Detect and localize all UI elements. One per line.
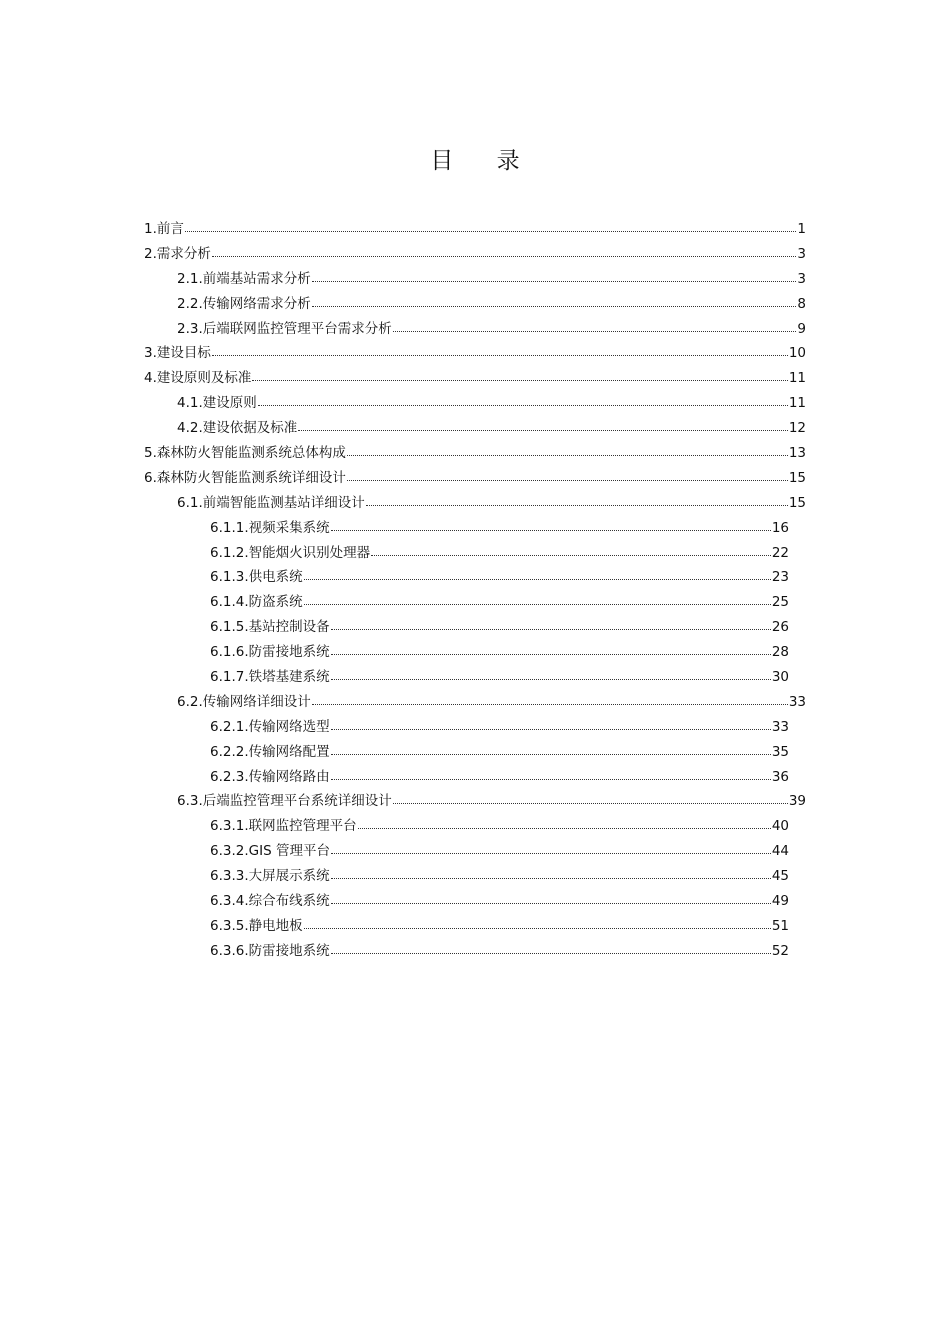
toc-entry-page-number: 49 bbox=[771, 893, 789, 910]
dot-leader bbox=[347, 467, 788, 481]
toc-entry[interactable] bbox=[144, 317, 806, 342]
toc-entry-label: 4.1.建设原则 bbox=[177, 395, 257, 412]
toc-entry-page-number: 28 bbox=[771, 644, 789, 661]
toc-entry-page-number: 15 bbox=[788, 494, 806, 511]
toc-entry-page-number: 12 bbox=[788, 420, 806, 437]
toc-entry[interactable] bbox=[144, 565, 789, 590]
dot-leader bbox=[331, 940, 771, 954]
toc-entry-page-number: 35 bbox=[771, 743, 789, 760]
toc-entry[interactable] bbox=[144, 690, 806, 715]
toc-entry-page-number: 51 bbox=[771, 917, 789, 934]
dot-leader bbox=[331, 741, 771, 755]
toc-entry[interactable] bbox=[144, 939, 789, 964]
toc-entry-label: 6.3.4.综合布线系统 bbox=[210, 893, 330, 910]
toc-entry[interactable] bbox=[144, 466, 806, 491]
toc-entry-label: 6.3.6.防雷接地系统 bbox=[210, 942, 330, 959]
toc-entry-page-number: 10 bbox=[788, 345, 806, 362]
dot-leader bbox=[393, 790, 788, 804]
toc-entry-page-number: 16 bbox=[771, 519, 789, 536]
toc-entry-label: 6.2.2.传输网络配置 bbox=[210, 743, 330, 760]
dot-leader bbox=[185, 218, 797, 232]
toc-entry-page-number: 15 bbox=[788, 469, 806, 486]
toc-entry[interactable] bbox=[144, 640, 789, 665]
toc-entry-label: 4.2.建设依据及标准 bbox=[177, 420, 298, 437]
toc-entry-page-number: 33 bbox=[771, 718, 789, 735]
toc-entry-label: 6.3.3.大屏展示系统 bbox=[210, 868, 330, 885]
toc-entry-label: 6.2.传输网络详细设计 bbox=[177, 693, 311, 710]
toc-entry-label: 6.1.6.防雷接地系统 bbox=[210, 644, 330, 661]
toc-entry[interactable] bbox=[144, 665, 789, 690]
toc-entry-label: 6.3.后端监控管理平台系统详细设计 bbox=[177, 793, 392, 810]
dot-leader bbox=[331, 716, 771, 730]
dot-leader bbox=[258, 392, 788, 406]
toc-entry-label: 2.3.后端联网监控管理平台需求分析 bbox=[177, 320, 392, 337]
dot-leader bbox=[331, 517, 771, 531]
toc-entry[interactable] bbox=[144, 839, 789, 864]
toc-entry[interactable] bbox=[144, 491, 806, 516]
toc-entry-label: 6.3.1.联网监控管理平台 bbox=[210, 818, 357, 835]
dot-leader bbox=[304, 566, 771, 580]
dot-leader bbox=[331, 840, 771, 854]
toc-entry-page-number: 40 bbox=[771, 818, 789, 835]
dot-leader bbox=[298, 417, 788, 431]
page-title: 目 录 bbox=[430, 148, 538, 174]
toc-entry[interactable] bbox=[144, 765, 789, 790]
toc-entry-page-number: 25 bbox=[771, 594, 789, 611]
toc-entry-label: 6.森林防火智能监测系统详细设计 bbox=[144, 469, 346, 486]
toc-entry-page-number: 22 bbox=[771, 544, 789, 561]
toc-entry-label: 2.2.传输网络需求分析 bbox=[177, 295, 311, 312]
toc-entry[interactable] bbox=[144, 615, 789, 640]
toc-entry[interactable] bbox=[144, 217, 806, 242]
dot-leader bbox=[331, 616, 771, 630]
toc-entry-label: 6.1.4.防盗系统 bbox=[210, 594, 303, 611]
toc-entry-page-number: 9 bbox=[797, 320, 806, 337]
dot-leader bbox=[347, 442, 788, 456]
dot-leader bbox=[371, 542, 771, 556]
toc-entry[interactable] bbox=[144, 740, 789, 765]
dot-leader bbox=[212, 243, 797, 257]
toc-entry-label: 5.森林防火智能监测系统总体构成 bbox=[144, 445, 346, 462]
toc-entry-label: 6.1.3.供电系统 bbox=[210, 569, 303, 586]
toc-entry[interactable] bbox=[144, 292, 806, 317]
toc-entry-page-number: 11 bbox=[788, 370, 806, 387]
dot-leader bbox=[312, 691, 788, 705]
toc-entry-page-number: 30 bbox=[771, 669, 789, 686]
toc-entry[interactable] bbox=[144, 516, 789, 541]
dot-leader bbox=[312, 268, 797, 282]
toc-entry-page-number: 8 bbox=[797, 295, 806, 312]
toc-entry[interactable] bbox=[144, 715, 789, 740]
toc-entry-page-number: 23 bbox=[771, 569, 789, 586]
toc-entry-label: 1.前言 bbox=[144, 221, 184, 237]
dot-leader bbox=[393, 318, 797, 332]
dot-leader bbox=[366, 492, 788, 506]
dot-leader bbox=[212, 342, 788, 356]
toc-entry[interactable] bbox=[144, 789, 806, 814]
toc-entry-label: 2.需求分析 bbox=[144, 245, 211, 262]
dot-leader bbox=[252, 367, 787, 381]
dot-leader bbox=[304, 915, 771, 929]
toc-entry[interactable] bbox=[144, 914, 789, 939]
toc-entry[interactable] bbox=[144, 341, 806, 366]
toc-entry-label: 6.3.2.GIS 管理平台 bbox=[210, 843, 330, 860]
toc-entry[interactable] bbox=[144, 814, 789, 839]
toc-entry[interactable] bbox=[144, 441, 806, 466]
toc-entry-page-number: 45 bbox=[771, 868, 789, 885]
dot-leader bbox=[304, 591, 771, 605]
toc-entry-page-number: 26 bbox=[771, 619, 789, 636]
toc-entry-label: 6.1.7.铁塔基建系统 bbox=[210, 669, 330, 686]
dot-leader bbox=[312, 293, 797, 307]
dot-leader bbox=[331, 865, 771, 879]
toc-entry[interactable] bbox=[144, 864, 789, 889]
toc-entry-label: 6.3.5.静电地板 bbox=[210, 917, 303, 934]
dot-leader bbox=[331, 666, 771, 680]
toc-entry-label: 6.1.1.视频采集系统 bbox=[210, 519, 330, 536]
toc-entry-page-number: 1 bbox=[797, 221, 806, 237]
toc-entry[interactable] bbox=[144, 391, 806, 416]
toc-entry-page-number: 44 bbox=[771, 843, 789, 860]
toc-entry[interactable] bbox=[144, 889, 789, 914]
toc-entry-label: 6.1.2.智能烟火识别处理器 bbox=[210, 544, 371, 561]
table-of-contents bbox=[144, 217, 806, 964]
toc-entry-page-number: 13 bbox=[788, 445, 806, 462]
toc-entry-page-number: 52 bbox=[771, 942, 789, 959]
toc-entry-page-number: 39 bbox=[788, 793, 806, 810]
dot-leader bbox=[331, 641, 771, 655]
toc-entry[interactable] bbox=[144, 267, 806, 292]
toc-entry-label: 6.2.1.传输网络选型 bbox=[210, 718, 330, 735]
toc-entry[interactable] bbox=[144, 242, 806, 267]
toc-entry-label: 6.2.3.传输网络路由 bbox=[210, 768, 330, 785]
toc-entry[interactable] bbox=[144, 416, 806, 441]
toc-entry-page-number: 11 bbox=[788, 395, 806, 412]
toc-entry-page-number: 3 bbox=[797, 245, 806, 262]
toc-entry[interactable] bbox=[144, 590, 789, 615]
toc-entry-label: 3.建设目标 bbox=[144, 345, 211, 362]
dot-leader bbox=[331, 766, 771, 780]
dot-leader bbox=[331, 890, 771, 904]
toc-entry-page-number: 36 bbox=[771, 768, 789, 785]
toc-entry-page-number: 33 bbox=[788, 693, 806, 710]
toc-entry-label: 6.1.前端智能监测基站详细设计 bbox=[177, 494, 365, 511]
dot-leader bbox=[358, 815, 771, 829]
toc-entry-label: 6.1.5.基站控制设备 bbox=[210, 619, 330, 636]
toc-entry-label: 4.建设原则及标准 bbox=[144, 370, 252, 387]
toc-entry-page-number: 3 bbox=[797, 270, 806, 287]
toc-entry[interactable] bbox=[144, 366, 806, 391]
toc-entry-label: 2.1.前端基站需求分析 bbox=[177, 270, 311, 287]
toc-entry[interactable] bbox=[144, 541, 789, 566]
